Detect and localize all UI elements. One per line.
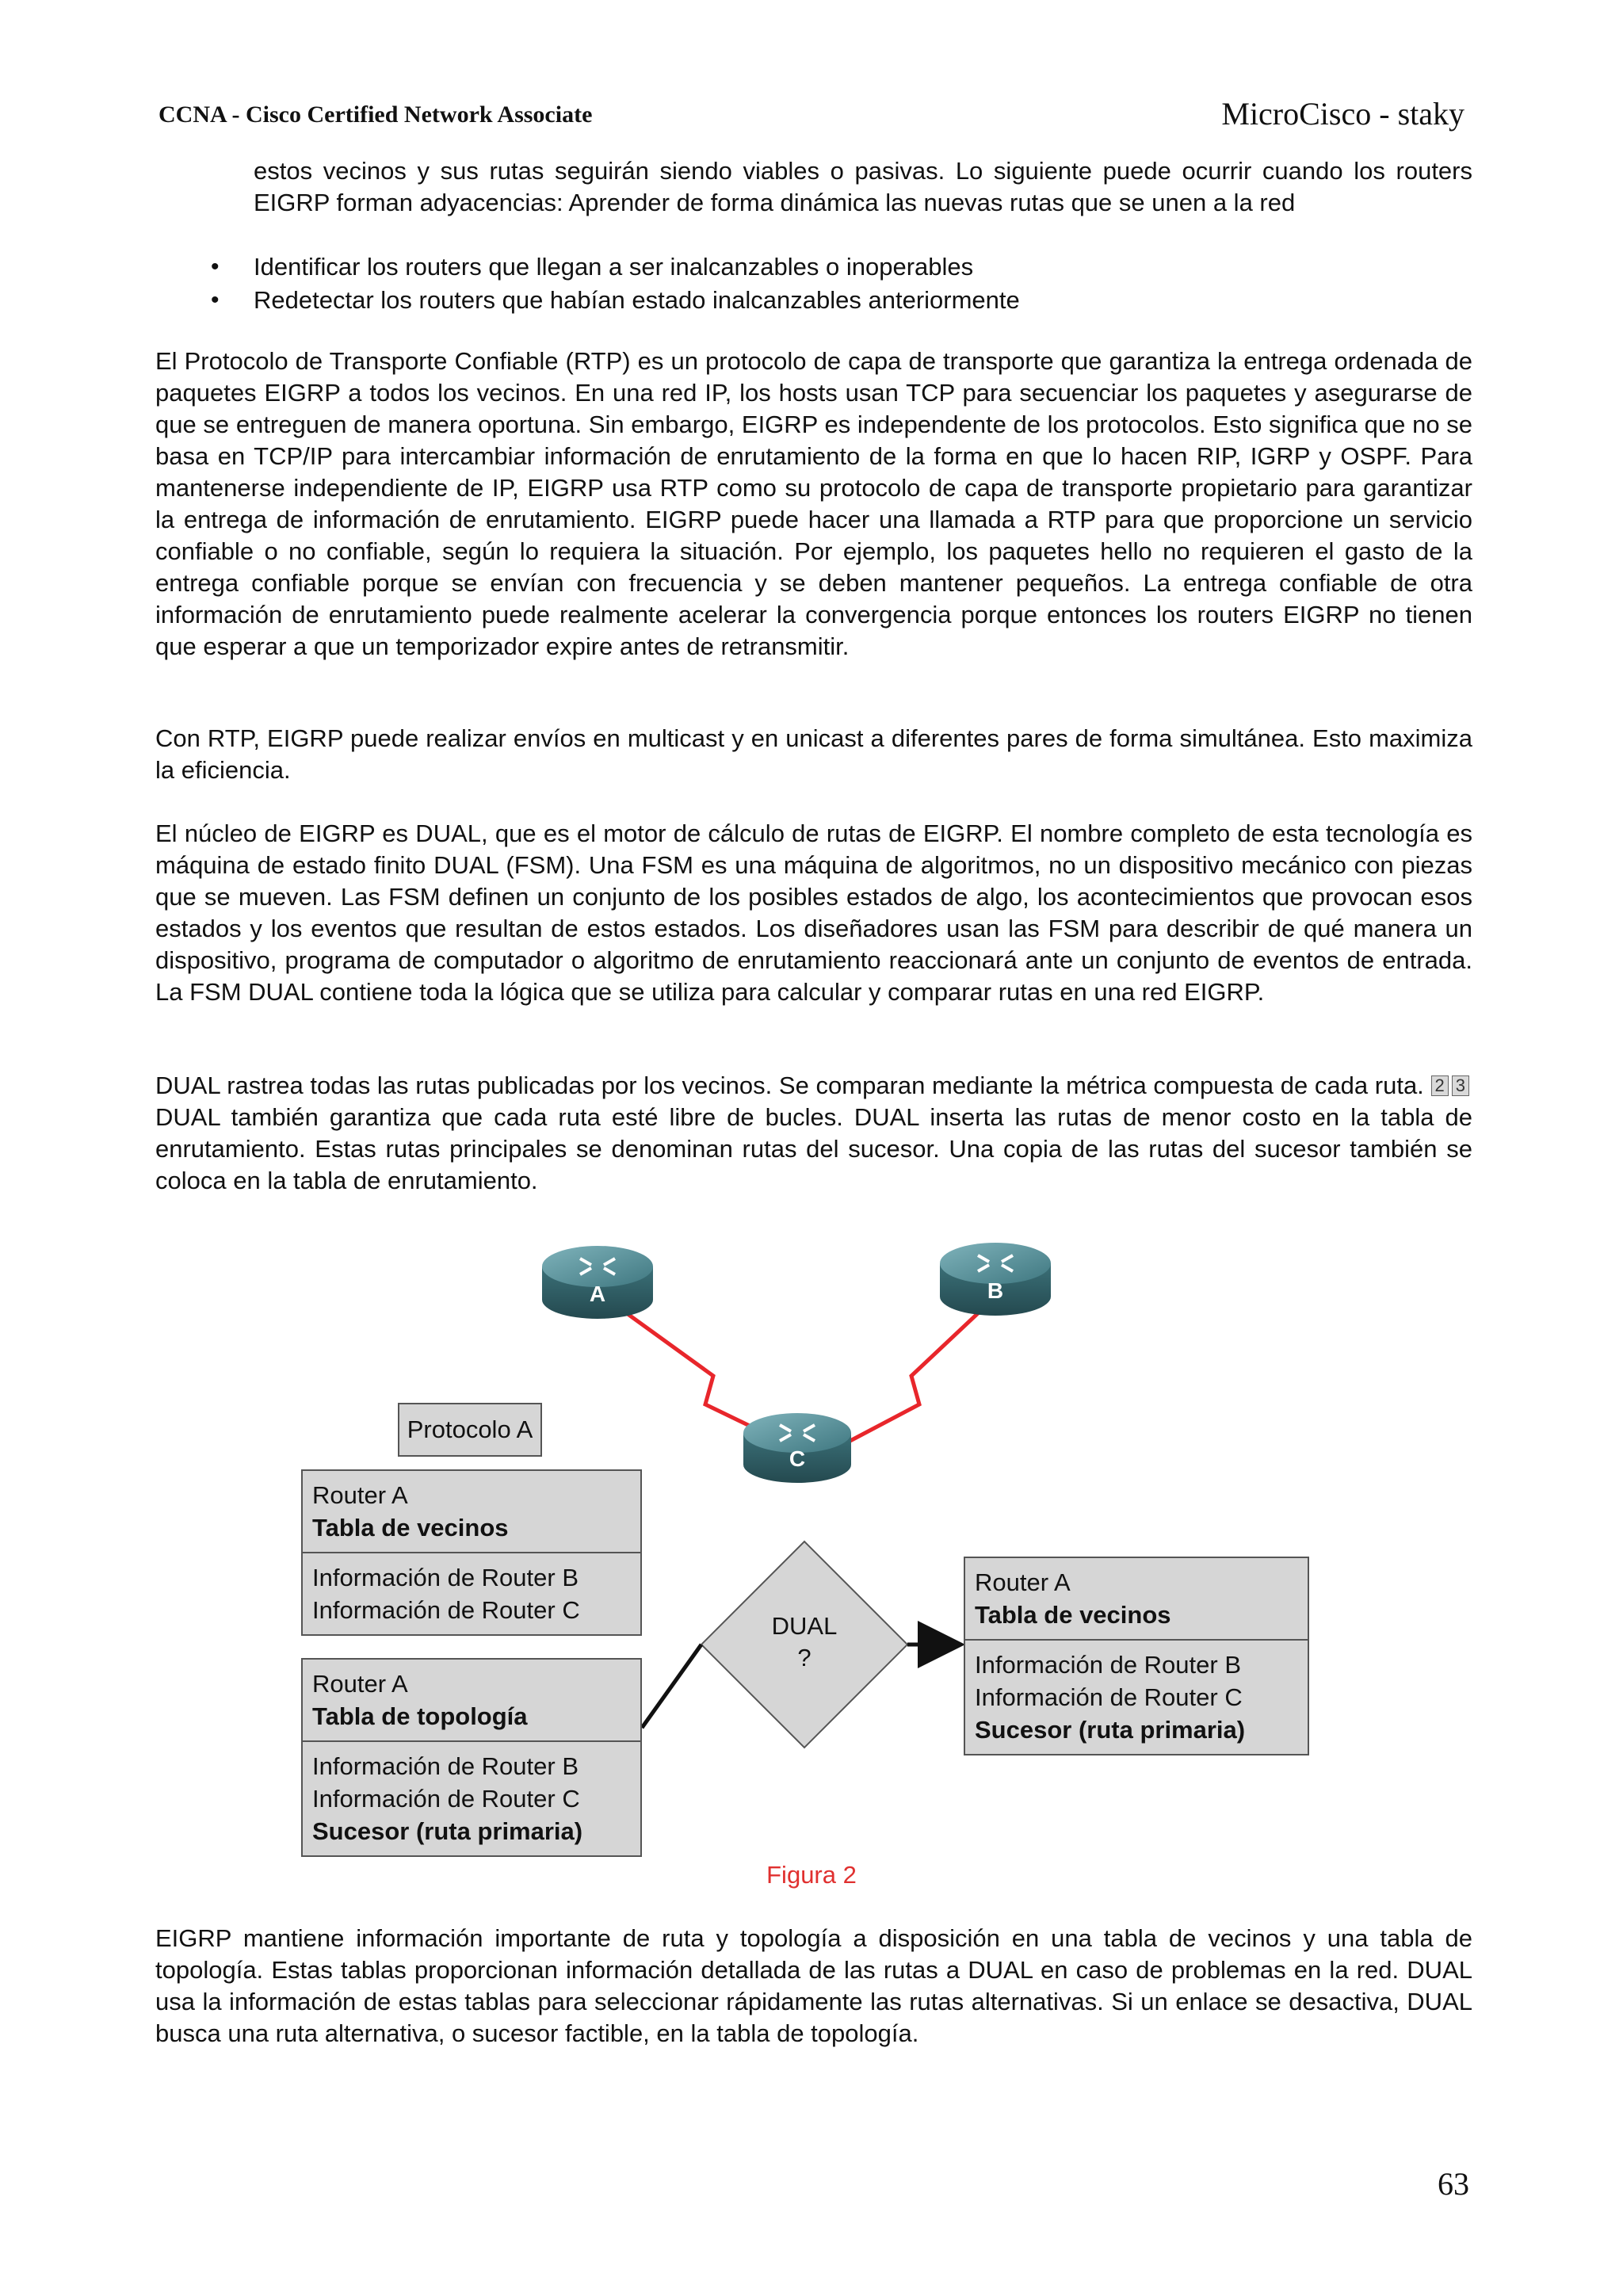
neighbors-table-header [303, 1471, 640, 1552]
router-c-icon [743, 1413, 851, 1483]
table-row: Información de Router B [312, 1564, 579, 1591]
paragraph-rtp: El Protocolo de Transporte Confiable (RTP) es un protocolo de capa de transporte que garantiza la entrega ordenada de paquetes EIGRP a todos los vecinos. En una red IP, los hosts usan TCP para secuenciar los paquetes y asegurarse de que se entreguen de manera oportuna. Sin embargo, EIGRP es independente de los protocolos. Esto significa que no se basa en TCP/IP para intercambiar información de enrutamiento de la forma en que lo hacen RIP, IGRP y OSPF. Para mantenerse independiente de IP, EIGRP usa RTP como su protocolo de capa de transporte propietario para garantizar la entrega de información de enrutamiento. EIGRP puede hacer una llamada a RTP para que proporcione un servicio confiable o no confiable, según lo requiera la situación. Por ejemplo, los paquetes hello no requieren el gasto de la entrega confiable porque se envían con frecuencia y se deben mantener pequeños. La entrega confiable de otra información de enrutamiento puede realmente acelerar la convergencia porque entonces los routers EIGRP no tienen que esperar a que un temporizador expire antes de retransmitir. [155, 347, 1472, 660]
table-subtitle: Tabla de vecinos [312, 1514, 509, 1541]
router-c-label: C [789, 1446, 806, 1471]
table-row: Sucesor (ruta primaria) [312, 1817, 583, 1845]
table-title: Router A [975, 1568, 1071, 1596]
paragraph-dual-track [155, 1070, 1472, 1197]
header-author: MicroCisco - staky [1221, 96, 1465, 132]
topology-table [301, 1658, 642, 1857]
figure-ref-2-link[interactable]: 2 [1431, 1075, 1449, 1096]
result-table-header [965, 1558, 1308, 1639]
paragraph-tables: EIGRP mantiene información importante de ruta y topología a disposición en una tabla de vecinos y una tabla de topología. Estas tablas proporcionan información detallada de las rutas a DUAL en caso de problemas en la red. DUAL usa la información de estas tablas para seleccionar rápidamente las rutas alternativas. Si un enlace se desactiva, DUAL busca una ruta alternativa, o sucesor factible, en la tabla de topología. [155, 1924, 1472, 2047]
dual-label: DUAL [771, 1612, 838, 1640]
table-row: Información de Router C [975, 1683, 1243, 1711]
router-b-icon [940, 1243, 1051, 1316]
topology-table-header [303, 1660, 640, 1740]
neighbors-table-body [303, 1552, 640, 1634]
table-subtitle: Tabla de topología [312, 1702, 528, 1730]
paragraph-multicast: Con RTP, EIGRP puede realizar envíos en multicast y en unicast a diferentes pares de forma simultánea. Esto maximiza la eficiencia. [155, 724, 1472, 784]
protocol-a-label: Protocolo A [398, 1403, 542, 1457]
result-table [964, 1557, 1309, 1755]
table-subtitle: Tabla de vecinos [975, 1601, 1171, 1629]
figure-caption: Figura 2 [766, 1861, 857, 1889]
bullet-item: • Identificar los routers que llegan a ser inalcanzables o inoperables [198, 250, 1472, 284]
result-table-body [965, 1639, 1308, 1754]
connector-topology-dual [642, 1645, 701, 1728]
table-row: Información de Router B [312, 1752, 579, 1780]
header-title: CCNA - Cisco Certified Network Associate [158, 101, 593, 128]
dual-track-text-a: DUAL rastrea todas las rutas publicadas por los vecinos. Se comparan mediante la métrica compuesta de cada ruta. [155, 1072, 1424, 1099]
table-row: Información de Router C [312, 1785, 580, 1813]
table-row: Información de Router C [312, 1596, 580, 1624]
table-title: Router A [312, 1670, 408, 1698]
bullet-item: • Redetectar los routers que habían estado inalcanzables anteriormente [198, 284, 1472, 317]
dual-question: ? [797, 1644, 812, 1671]
figure-ref-3-link[interactable]: 3 [1452, 1075, 1469, 1096]
bullet-list [198, 250, 1472, 317]
link-b-c [832, 1301, 991, 1450]
paragraph-dual-core: El núcleo de EIGRP es DUAL, que es el motor de cálculo de rutas de EIGRP. El nombre completo de esta tecnología es máquina de estado finito DUAL (FSM). Una FSM es una máquina de algoritmos, no un dispositivo mecánico con piezas que se mueven. Las FSM definen un conjunto de los posibles estados de algo, los acontecimientos que provocan esos estados y los eventos que resultan de estos estados. Los diseñadores usan las FSM para describir de qué manera un dispositivo, programa de computador o algoritmo de enrutamiento reaccionará ante un conjunto de eventos de entrada. La FSM DUAL contiene toda la lógica que se utiliza para calcular y comparar rutas en una red EIGRP. [155, 819, 1472, 1006]
router-a-icon [542, 1246, 653, 1319]
table-title: Router A [312, 1481, 408, 1509]
router-b-label: B [987, 1278, 1004, 1303]
router-a-label: A [589, 1282, 606, 1306]
neighbors-table [301, 1469, 642, 1636]
page-number: 63 [1438, 2166, 1469, 2202]
intro-continuation: estos vecinos y sus rutas seguirán siendo viables o pasivas. Lo siguiente puede ocurrir cuando los routers EIGRP forman adyacencias: Aprender de forma dinámica las nuevas rutas que se unen a la red [254, 157, 1472, 216]
table-row: Sucesor (ruta primaria) [975, 1716, 1246, 1744]
dual-track-text-b: DUAL también garantiza que cada ruta esté libre de bucles. DUAL inserta las rutas de menor costo en la tabla de enrutamiento. Estas rutas principales se denominan rutas del sucesor. Una copia de las rutas del sucesor también se coloca en la tabla de enrutamiento. [155, 1103, 1472, 1194]
topology-table-body [303, 1740, 640, 1855]
table-row: Información de Router B [975, 1651, 1242, 1679]
